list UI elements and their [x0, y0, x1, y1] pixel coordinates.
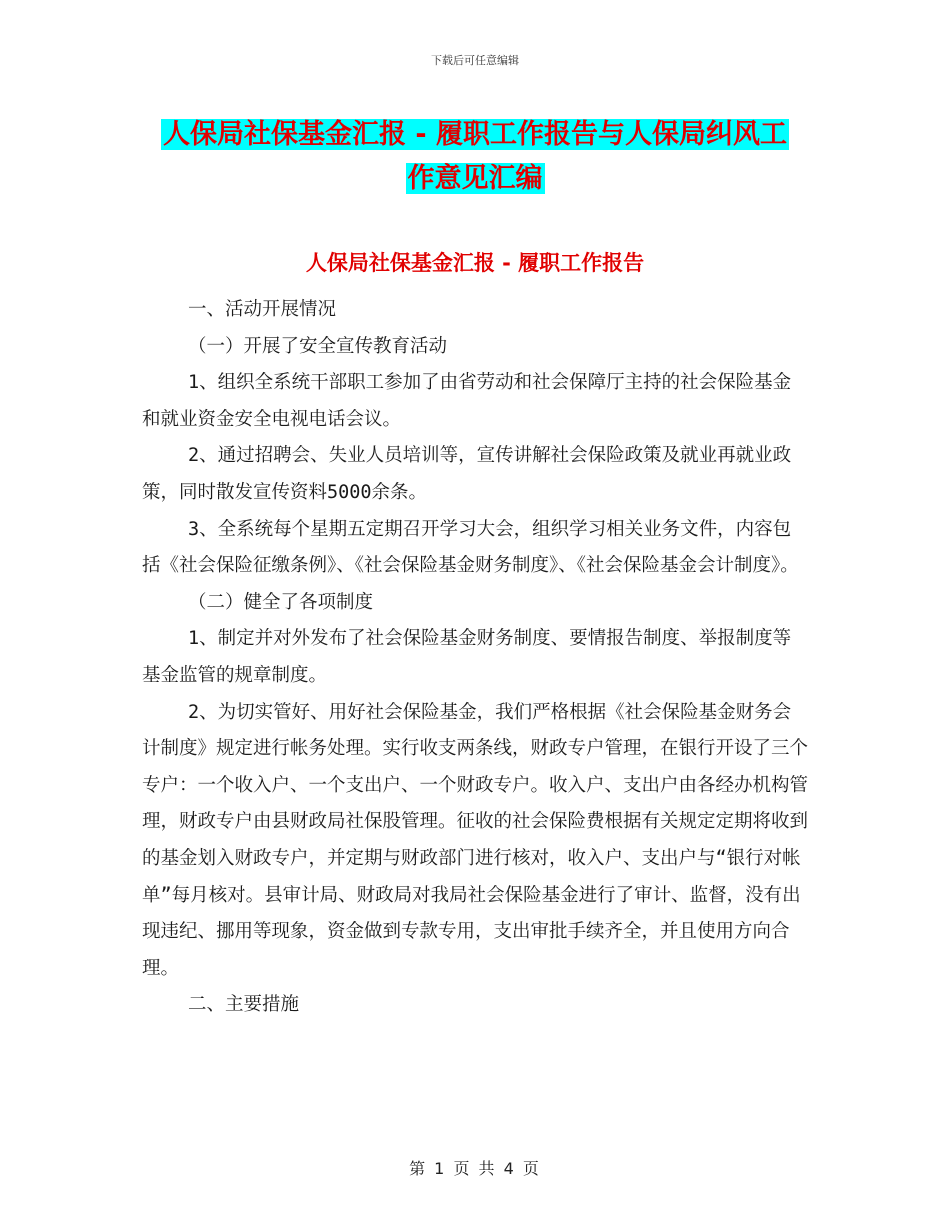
document-title-line-2: 作意见汇编	[407, 163, 543, 194]
heading-activities: 一、活动开展情况	[188, 299, 337, 320]
paragraph: 1、制定并对外发布了社会保险基金财务制度、要情报告制度、举报制度等基金监管的规章制度。	[142, 628, 792, 686]
paragraph: 1、组织全系统干部职工参加了由省劳动和社会保障厅主持的社会保险基金和就业资金安全电视电话会议。	[142, 372, 792, 430]
paragraph: 2、为切实管好、用好社会保险基金，我们严格根据《社会保险基金财务会计制度》规定进行帐务处理。实行收支两条线，财政专户管理，在银行开设了三个专户：一个收入户、一个支出户、一个财政专户。收入户、支出户由各经办机构管理，财政专户由县财政局社保股管理。征收的社会保险费根据有关规定定期将收到的基金划入财政专户，并定期与财政部门进行核对，收入户、支出户与“银行对帐单”每月核对。县审计局、财政局对我局社会保险基金进行了审计、监督，没有出现违纪、挪用等现象，资金做到专款专用，支出审批手续齐全，并且使用方向合理。	[142, 701, 809, 979]
paragraph: 3、全系统每个星期五定期召开学习大会，组织学习相关业务文件，内容包括《社会保险征缴条例》、《社会保险基金财务制度》、《社会保险基金会计制度》。	[142, 518, 799, 577]
subheading-education: （一）开展了安全宣传教育活动	[188, 335, 448, 357]
page-header: 下载后可任意编辑	[431, 54, 519, 67]
paragraph: 2、通过招聘会、失业人员培训等，宣传讲解社会保险政策及就业再就业政策，同时散发宣传资料5000余条。	[142, 445, 792, 503]
heading-measures: 二、主要措施	[188, 994, 300, 1016]
section-title: 人保局社保基金汇报 - 履职工作报告	[305, 251, 645, 275]
page-footer: 第 1 页 共 4 页	[409, 1159, 541, 1178]
document-title-line-1: 人保局社保基金汇报 - 履职工作报告与人保局纠风工	[162, 119, 787, 150]
document-body	[142, 292, 808, 1024]
subheading-systems: （二）健全了各项制度	[188, 591, 374, 613]
